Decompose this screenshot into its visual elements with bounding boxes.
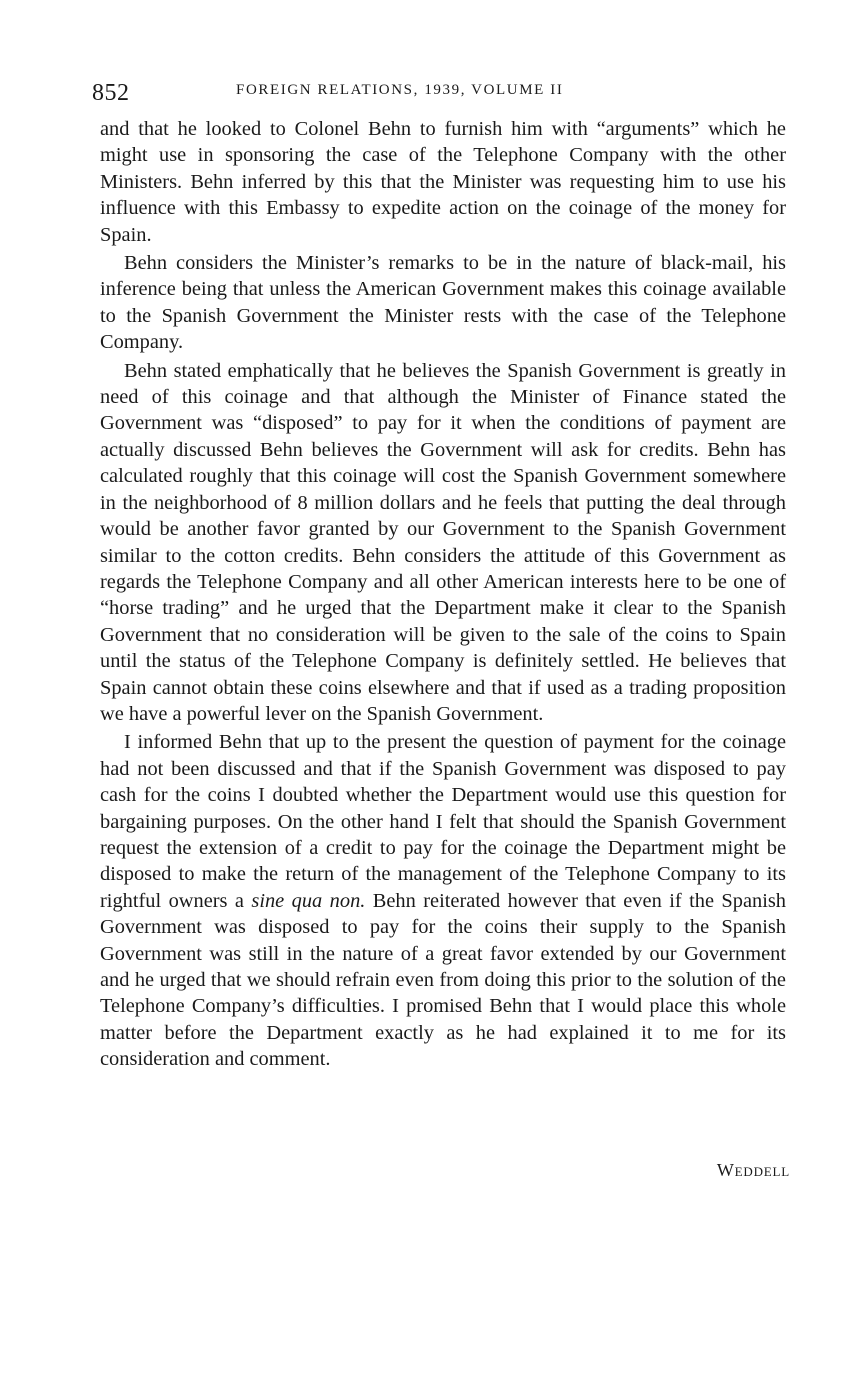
paragraph-4 xyxy=(100,729,786,1072)
signature: Weddell xyxy=(716,1160,790,1180)
body-text xyxy=(100,116,786,1073)
paragraph-2: Behn considers the Minister’s remarks to be in the nature of black-mail, his inference being that unless the American Government makes this coinage available to the Spanish Government the Minister rests with the case of the Telephone Company. xyxy=(100,252,786,354)
paragraph-4-part-a: I informed Behn that up to the present the question of payment for the coinage had not been discussed and that if the Spanish Government was disposed to pay cash for the coins I doubted whether the Department would use this question for bargaining purposes. On the other hand I felt that should the Spanish Government request the extension of a credit to pay for the coinage the Department might be disposed to make the return of the management of the Telephone Company to its rightful owners a xyxy=(100,731,786,912)
paragraph-3: Behn stated emphatically that he believes the Spanish Government is greatly in need of this coinage and that although the Minister of Finance stated the Government was “disposed” to pay for it when the conditions of payment are actually discussed Behn believes the Government will ask for credits. Behn has calculated roughly that this coinage will cost the Spanish Government somewhere in the neighborhood of 8 million dollars and he feels that putting the deal through would be another favor granted by our Government to the Spanish Government similar to the cotton credits. Behn considers the attitude of this Government as regards the Telephone Company and all other American interests here to be one of “horse trading” and he urged that the Department make it clear to the Spanish Government that no consideration will be given to the sale of the coins to Spain until the status of the Telephone Company is definitely settled. He believes that Spain cannot obtain these coins elsewhere and that if used as a trading proposition we have a powerful lever on the Spanish Government. xyxy=(100,359,786,725)
paragraph-continued: and that he looked to Colonel Behn to furnish him with “arguments” which he might use in sponsoring the case of the Telephone Company with the other Ministers. Behn inferred by this that the Minister was requesting him to use his influence with this Embassy to expedite action on the coinage of the money for Spain. xyxy=(100,118,786,246)
page-header xyxy=(92,76,792,106)
latin-phrase: sine qua non. xyxy=(251,889,366,912)
running-head: FOREIGN RELATIONS, 1939, VOLUME II xyxy=(236,82,564,98)
page-number: 852 xyxy=(92,80,130,106)
paragraph-4-part-b: Behn reiterated however that even if the Spanish Government was disposed to pay for the coins their supply to the Spanish Government was still in the nature of a great favor extended by our Government and he urged that we should refrain even from doing this prior to the solution of the Telephone Company’s difficulties. I promised Behn that I would place this whole matter before the Department exactly as he had explained it to me for its consideration and comment. xyxy=(100,889,786,1071)
